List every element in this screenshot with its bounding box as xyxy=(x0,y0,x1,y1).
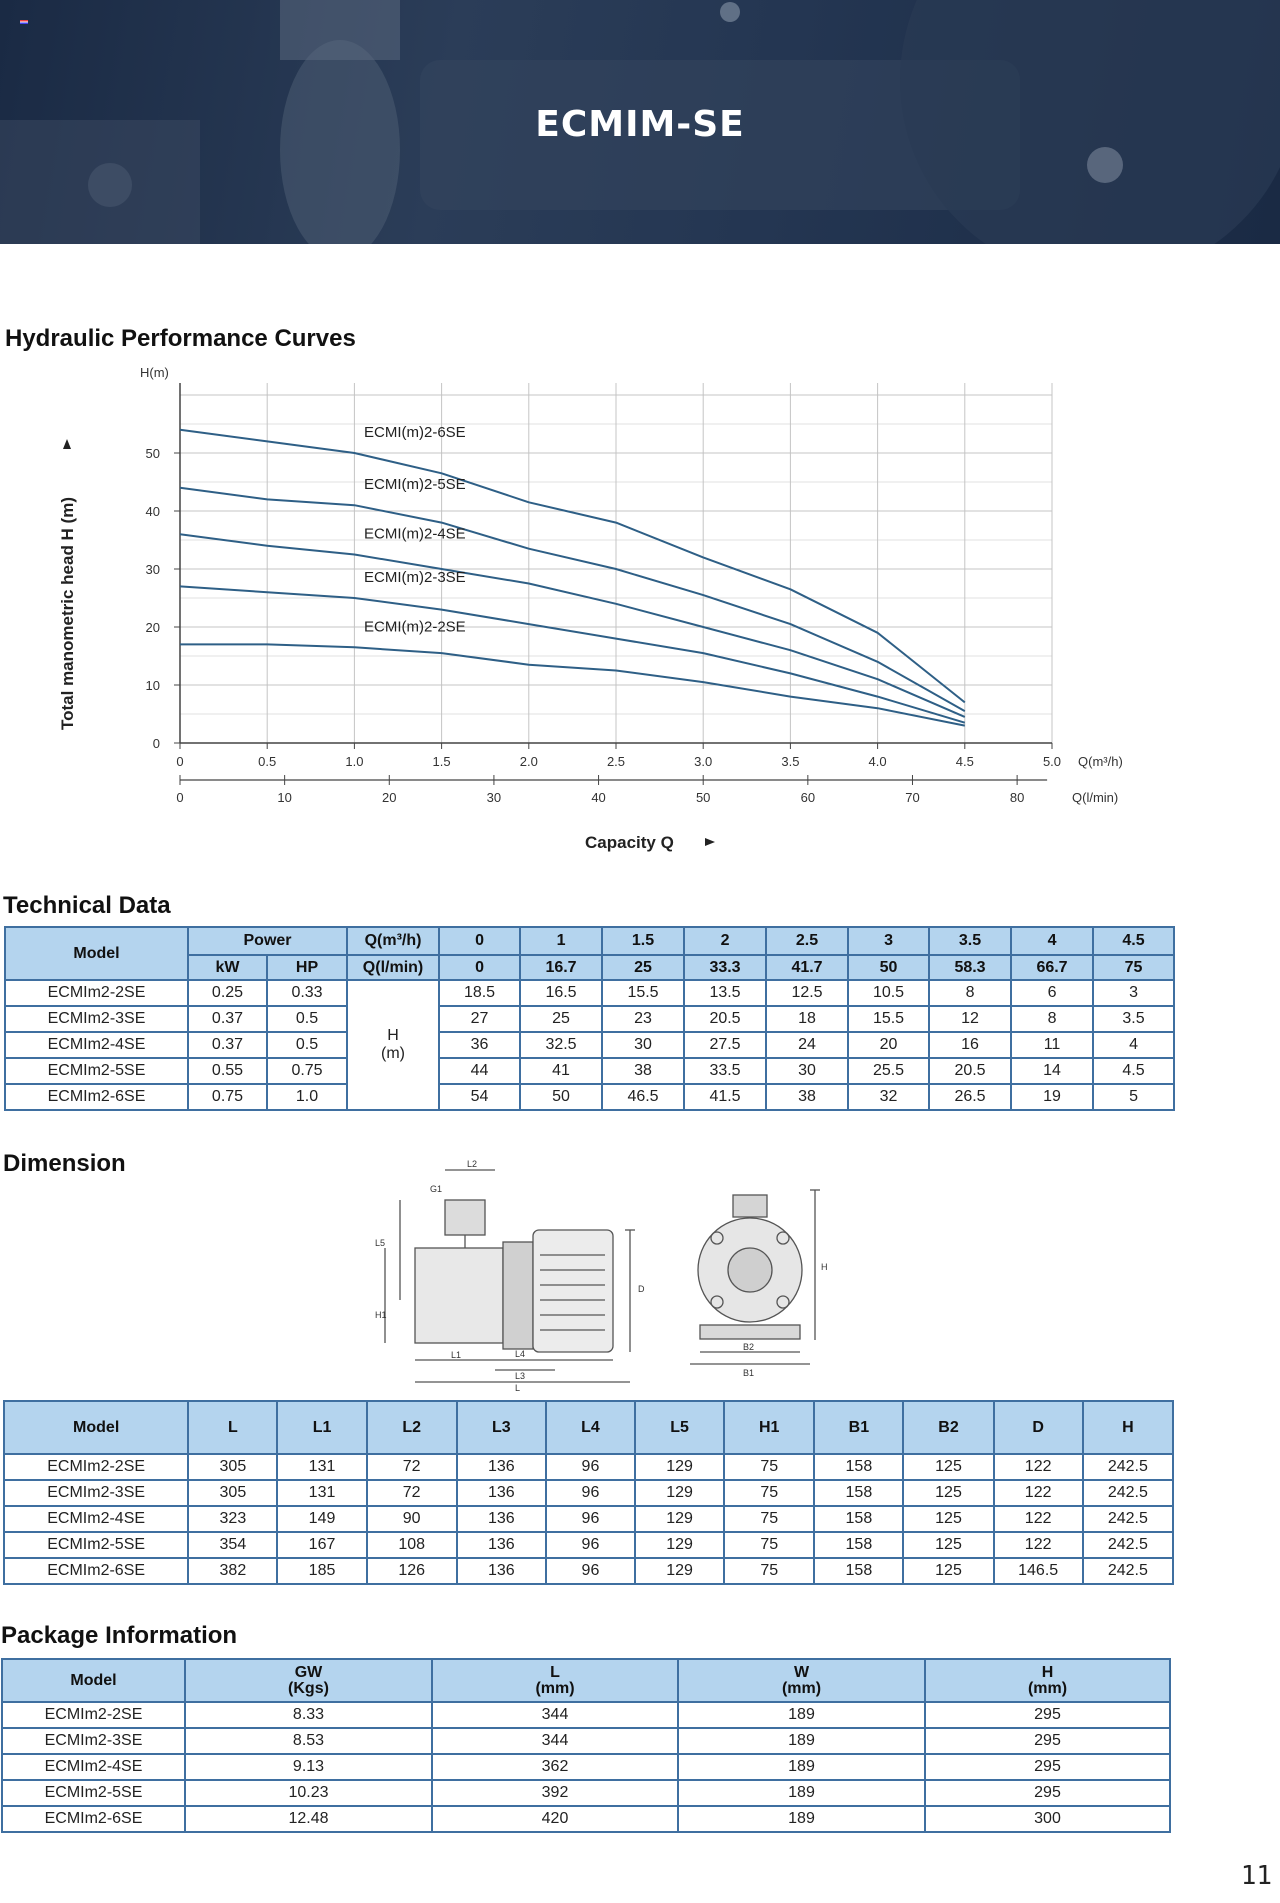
x2-tick-label: 80 xyxy=(1009,790,1025,805)
dim-value-cell: 129 xyxy=(635,1480,724,1506)
outlet-port xyxy=(445,1200,485,1235)
head-value-cell: 25.5 xyxy=(848,1058,929,1084)
dim-label-l1: L1 xyxy=(451,1350,462,1360)
technical-data-table xyxy=(4,926,1175,1111)
pkg-header-unit: (mm) xyxy=(781,1679,822,1697)
q-m3h-cell: 4 xyxy=(1011,927,1093,955)
head-value-cell: 5 xyxy=(1093,1084,1174,1110)
head-value-cell: 20 xyxy=(848,1032,929,1058)
head-value-cell: 20.5 xyxy=(684,1006,766,1032)
x2-tick-label: 20 xyxy=(382,790,397,805)
dim-value-cell: 75 xyxy=(724,1506,814,1532)
q-lmin-cell: 75 xyxy=(1093,955,1174,980)
series-label: ECMI(m)2-3SE xyxy=(364,569,466,586)
table-row xyxy=(4,1506,1173,1532)
dim-label-b2: B2 xyxy=(743,1342,755,1352)
x2-tick-label: 0 xyxy=(176,790,184,805)
dim-value-cell: 131 xyxy=(277,1480,366,1506)
y-tick-label: 0 xyxy=(152,736,160,751)
dim-value-cell: 305 xyxy=(188,1454,277,1480)
dim-value-cell: 96 xyxy=(546,1506,635,1532)
dim-value-cell: 75 xyxy=(724,1532,814,1558)
dim-value-cell: 146.5 xyxy=(994,1558,1083,1584)
x-axis-arrow-icon xyxy=(705,838,715,846)
head-value-cell: 15.5 xyxy=(602,980,684,1006)
head-unit-label: H xyxy=(387,1027,399,1044)
table-row xyxy=(4,1558,1173,1584)
header-kw: kW xyxy=(188,955,267,980)
table-row xyxy=(5,1032,1174,1058)
pkg-header-unit: (Kgs) xyxy=(288,1679,329,1697)
q-m3h-cell: 3 xyxy=(848,927,929,955)
x-tick-label: 2.5 xyxy=(606,754,626,769)
dim-value-cell: 72 xyxy=(367,1480,457,1506)
dim-value-cell: 96 xyxy=(546,1532,635,1558)
dim-header-cell: H1 xyxy=(724,1401,814,1454)
q-lmin-cell: 66.7 xyxy=(1011,955,1093,980)
dim-value-cell: 96 xyxy=(546,1480,635,1506)
dim-header-cell: L4 xyxy=(546,1401,635,1454)
dim-value-cell: 158 xyxy=(814,1532,903,1558)
table-row xyxy=(5,980,1174,1006)
pkg-value-cell: 344 xyxy=(432,1728,678,1754)
pkg-value-cell: 8.53 xyxy=(185,1728,432,1754)
head-value-cell: 32 xyxy=(848,1084,929,1110)
y-tick-label: 40 xyxy=(145,504,160,519)
head-value-cell: 23 xyxy=(602,1006,684,1032)
q-m3h-cell: 3.5 xyxy=(929,927,1011,955)
pkg-header-label: H xyxy=(1041,1663,1054,1681)
section-title-dimension: Dimension xyxy=(3,1150,126,1177)
hp-cell: 0.5 xyxy=(267,1032,347,1058)
x2-tick-label: 10 xyxy=(277,790,292,805)
dim-value-cell: 242.5 xyxy=(1083,1558,1173,1584)
table-row xyxy=(2,1754,1170,1780)
y-tick-label: 10 xyxy=(145,678,160,693)
head-value-cell: 26.5 xyxy=(929,1084,1011,1110)
y-tick-label: 20 xyxy=(145,620,160,635)
q-lmin-cell: 41.7 xyxy=(766,955,848,980)
x-tick-label: 1.0 xyxy=(345,754,364,769)
section-title-technical: Technical Data xyxy=(3,892,171,919)
pkg-header-label: Model xyxy=(70,1671,117,1689)
x2-tick-label: 50 xyxy=(695,790,711,805)
dim-value-cell: 242.5 xyxy=(1083,1480,1173,1506)
dim-value-cell: 158 xyxy=(814,1480,903,1506)
pump-dimension-drawing xyxy=(355,1160,835,1392)
series-line-ecmi-m-2-5se xyxy=(180,488,965,711)
pkg-value-cell: 295 xyxy=(925,1702,1170,1728)
header-power: Power xyxy=(188,927,347,955)
head-value-cell: 30 xyxy=(766,1058,848,1084)
x2-tick-label: 40 xyxy=(591,790,606,805)
dim-value-cell: 149 xyxy=(277,1506,366,1532)
q-lmin-cell: 16.7 xyxy=(520,955,602,980)
table-row xyxy=(5,1058,1174,1084)
x-tick-label: 2.0 xyxy=(519,754,538,769)
head-value-cell: 46.5 xyxy=(602,1084,684,1110)
head-value-cell: 16 xyxy=(929,1032,1011,1058)
dim-value-cell: 75 xyxy=(724,1558,814,1584)
pkg-header-cell xyxy=(185,1659,432,1702)
head-value-cell: 13.5 xyxy=(684,980,766,1006)
pkg-header-cell xyxy=(925,1659,1170,1702)
pkg-value-cell: 10.23 xyxy=(185,1780,432,1806)
header-q-lmin: Q(l/min) xyxy=(347,955,439,980)
pkg-value-cell: 189 xyxy=(678,1702,925,1728)
y-axis-title: Total manometric head H (m) xyxy=(58,497,77,730)
dim-value-cell: 125 xyxy=(903,1558,993,1584)
dim-header-cell: L2 xyxy=(367,1401,457,1454)
dim-header-cell: Model xyxy=(4,1401,188,1454)
dim-value-cell: 122 xyxy=(994,1506,1083,1532)
q-m3h-cell: 0 xyxy=(439,927,520,955)
pkg-value-cell: 8.33 xyxy=(185,1702,432,1728)
dim-value-cell: 75 xyxy=(724,1480,814,1506)
dim-value-cell: 242.5 xyxy=(1083,1454,1173,1480)
series-label: ECMI(m)2-5SE xyxy=(364,476,466,494)
x2-tick-label: 70 xyxy=(905,790,920,805)
dim-value-cell: 382 xyxy=(188,1558,277,1584)
dim-value-cell: 126 xyxy=(367,1558,457,1584)
head-value-cell: 41.5 xyxy=(684,1084,766,1110)
head-value-cell: 50 xyxy=(520,1084,602,1110)
model-cell: ECMIm2-4SE xyxy=(4,1506,188,1532)
dim-value-cell: 305 xyxy=(188,1480,277,1506)
table-row xyxy=(4,1532,1173,1558)
head-value-cell: 10.5 xyxy=(848,980,929,1006)
head-value-cell: 36 xyxy=(439,1032,520,1058)
pkg-value-cell: 295 xyxy=(925,1728,1170,1754)
head-value-cell: 14 xyxy=(1011,1058,1093,1084)
x-unit-label: Q(m³/h) xyxy=(1078,754,1123,769)
head-value-cell: 54 xyxy=(439,1084,520,1110)
x-tick-label: 3.0 xyxy=(694,754,713,769)
dim-value-cell: 122 xyxy=(994,1480,1083,1506)
pkg-value-cell: 420 xyxy=(432,1806,678,1832)
table-row xyxy=(4,1454,1173,1480)
pump-body xyxy=(415,1248,503,1343)
head-value-cell: 15.5 xyxy=(848,1006,929,1032)
pkg-header-cell xyxy=(678,1659,925,1702)
model-cell: ECMIm2-2SE xyxy=(5,980,188,1006)
hp-cell: 1.0 xyxy=(267,1084,347,1110)
dim-value-cell: 136 xyxy=(457,1480,546,1506)
kw-cell: 0.37 xyxy=(188,1006,267,1032)
table-row xyxy=(2,1780,1170,1806)
dim-label-l3: L3 xyxy=(515,1371,526,1381)
dim-header-cell: B1 xyxy=(814,1401,903,1454)
x-tick-label: 0 xyxy=(176,754,184,769)
head-value-cell: 30 xyxy=(602,1032,684,1058)
series-label: ECMI(m)2-4SE xyxy=(364,525,466,543)
pkg-value-cell: 362 xyxy=(432,1754,678,1780)
head-value-cell: 12 xyxy=(929,1006,1011,1032)
dim-label-l2: L2 xyxy=(467,1160,478,1169)
model-cell: ECMIm2-3SE xyxy=(5,1006,188,1032)
dim-value-cell: 323 xyxy=(188,1506,277,1532)
head-value-cell: 25 xyxy=(520,1006,602,1032)
table-row xyxy=(2,1728,1170,1754)
q-m3h-cell: 1 xyxy=(520,927,602,955)
pkg-header-cell xyxy=(432,1659,678,1702)
model-cell: ECMIm2-2SE xyxy=(2,1702,185,1728)
x-tick-label: 5.0 xyxy=(1042,754,1062,769)
kw-cell: 0.25 xyxy=(188,980,267,1006)
y-tick-label: 30 xyxy=(145,562,160,577)
dim-value-cell: 72 xyxy=(367,1454,457,1480)
page-number: 11 xyxy=(1240,1861,1272,1891)
table-row xyxy=(5,1084,1174,1110)
y-unit-label: H(m) xyxy=(140,365,169,380)
q-lmin-cell: 33.3 xyxy=(684,955,766,980)
head-value-cell: 18.5 xyxy=(439,980,520,1006)
dim-value-cell: 125 xyxy=(903,1480,993,1506)
model-cell: ECMIm2-4SE xyxy=(5,1032,188,1058)
q-lmin-cell: 58.3 xyxy=(929,955,1011,980)
model-cell: ECMIm2-3SE xyxy=(4,1480,188,1506)
model-cell: ECMIm2-3SE xyxy=(2,1728,185,1754)
q-lmin-cell: 0 xyxy=(439,955,520,980)
header-q-m3h: Q(m³/h) xyxy=(347,927,439,955)
y-tick-label: 50 xyxy=(145,446,160,461)
kw-cell: 0.55 xyxy=(188,1058,267,1084)
model-cell: ECMIm2-5SE xyxy=(2,1780,185,1806)
pkg-value-cell: 300 xyxy=(925,1806,1170,1832)
section-title-package: Package Information xyxy=(1,1622,238,1649)
dim-header-cell: L3 xyxy=(457,1401,546,1454)
head-unit-cell xyxy=(347,980,439,1110)
pkg-value-cell: 189 xyxy=(678,1754,925,1780)
head-value-cell: 4 xyxy=(1093,1032,1174,1058)
head-value-cell: 11 xyxy=(1011,1032,1093,1058)
head-value-cell: 16.5 xyxy=(520,980,602,1006)
series-line-ecmi-m-2-3se xyxy=(180,586,965,722)
dim-value-cell: 129 xyxy=(635,1558,724,1584)
pkg-header-label: GW xyxy=(294,1663,323,1681)
dim-header-cell: L5 xyxy=(635,1401,724,1454)
dim-label-l: L xyxy=(515,1383,521,1392)
motor-housing xyxy=(533,1230,613,1352)
dim-value-cell: 125 xyxy=(903,1532,993,1558)
x2-unit-label: Q(l/min) xyxy=(1072,790,1119,805)
table-row xyxy=(2,1702,1170,1728)
dim-label-h: H xyxy=(821,1262,828,1272)
pkg-value-cell: 189 xyxy=(678,1728,925,1754)
dim-value-cell: 242.5 xyxy=(1083,1532,1173,1558)
x2-tick-label: 60 xyxy=(800,790,816,805)
dim-value-cell: 122 xyxy=(994,1532,1083,1558)
pkg-header-label: L xyxy=(550,1663,560,1681)
pkg-value-cell: 189 xyxy=(678,1806,925,1832)
head-value-cell: 33.5 xyxy=(684,1058,766,1084)
head-value-cell: 3.5 xyxy=(1093,1006,1174,1032)
dim-value-cell: 96 xyxy=(546,1558,635,1584)
dim-label-g1: G1 xyxy=(430,1184,443,1194)
dim-label-l5: L5 xyxy=(375,1238,386,1248)
dim-value-cell: 354 xyxy=(188,1532,277,1558)
dim-value-cell: 108 xyxy=(367,1532,457,1558)
dim-value-cell: 136 xyxy=(457,1558,546,1584)
dim-header-cell: D xyxy=(994,1401,1083,1454)
head-value-cell: 38 xyxy=(766,1084,848,1110)
dim-label-d: D xyxy=(638,1284,645,1294)
x-tick-label: 4.5 xyxy=(955,754,974,769)
pkg-value-cell: 295 xyxy=(925,1780,1170,1806)
model-cell: ECMIm2-5SE xyxy=(5,1058,188,1084)
dim-label-b1: B1 xyxy=(743,1368,755,1378)
x-tick-label: 1.5 xyxy=(432,754,451,769)
dim-value-cell: 129 xyxy=(635,1532,724,1558)
head-value-cell: 18 xyxy=(766,1006,848,1032)
x-axis-title: Capacity Q xyxy=(585,833,674,852)
head-value-cell: 38 xyxy=(602,1058,684,1084)
hp-cell: 0.33 xyxy=(267,980,347,1006)
dim-value-cell: 90 xyxy=(367,1506,457,1532)
kw-cell: 0.75 xyxy=(188,1084,267,1110)
head-value-cell: 8 xyxy=(929,980,1011,1006)
dim-value-cell: 158 xyxy=(814,1506,903,1532)
q-m3h-cell: 2.5 xyxy=(766,927,848,955)
q-lmin-cell: 50 xyxy=(848,955,929,980)
head-value-cell: 8 xyxy=(1011,1006,1093,1032)
flag-mark xyxy=(20,20,28,24)
package-table xyxy=(1,1658,1171,1833)
dim-value-cell: 75 xyxy=(724,1454,814,1480)
page-title: ECMIM-SE xyxy=(535,104,745,145)
q-m3h-cell: 4.5 xyxy=(1093,927,1174,955)
model-cell: ECMIm2-2SE xyxy=(4,1454,188,1480)
x-tick-label: 0.5 xyxy=(258,754,277,769)
kw-cell: 0.37 xyxy=(188,1032,267,1058)
dim-value-cell: 96 xyxy=(546,1454,635,1480)
pkg-value-cell: 189 xyxy=(678,1780,925,1806)
dim-value-cell: 158 xyxy=(814,1454,903,1480)
y-axis-arrow-icon xyxy=(63,439,71,449)
pkg-header-unit: (mm) xyxy=(535,1679,575,1697)
table-row xyxy=(5,1006,1174,1032)
model-cell: ECMIm2-5SE xyxy=(4,1532,188,1558)
dim-value-cell: 167 xyxy=(277,1532,366,1558)
pkg-header-unit: (mm) xyxy=(1027,1679,1068,1697)
head-value-cell: 24 xyxy=(766,1032,848,1058)
dim-value-cell: 185 xyxy=(277,1558,366,1584)
head-value-cell: 12.5 xyxy=(766,980,848,1006)
head-unit-label: (m) xyxy=(381,1045,405,1062)
section-title-performance: Hydraulic Performance Curves xyxy=(5,325,356,352)
pkg-value-cell: 344 xyxy=(432,1702,678,1728)
dim-label-l4: L4 xyxy=(515,1349,526,1359)
performance-chart xyxy=(0,355,1160,865)
q-m3h-cell: 2 xyxy=(684,927,766,955)
head-value-cell: 44 xyxy=(439,1058,520,1084)
pkg-value-cell: 9.13 xyxy=(185,1754,432,1780)
table-row xyxy=(2,1806,1170,1832)
dim-label-h1: H1 xyxy=(375,1310,387,1320)
header-hp: HP xyxy=(267,955,347,980)
q-m3h-cell: 1.5 xyxy=(602,927,684,955)
hp-cell: 0.75 xyxy=(267,1058,347,1084)
dim-header-cell: H xyxy=(1083,1401,1173,1454)
dim-value-cell: 136 xyxy=(457,1506,546,1532)
pkg-header-label: W xyxy=(793,1663,810,1681)
dim-value-cell: 136 xyxy=(457,1454,546,1480)
head-value-cell: 32.5 xyxy=(520,1032,602,1058)
head-value-cell: 27.5 xyxy=(684,1032,766,1058)
series-label: ECMI(m)2-6SE xyxy=(364,424,466,441)
head-value-cell: 3 xyxy=(1093,980,1174,1006)
head-value-cell: 27 xyxy=(439,1006,520,1032)
series-line-ecmi-m-2-6se xyxy=(180,430,965,703)
dim-header-cell: L xyxy=(188,1401,277,1454)
x-tick-label: 3.5 xyxy=(781,754,800,769)
x-tick-label: 4.0 xyxy=(868,754,887,769)
dimension-table xyxy=(3,1400,1174,1585)
dim-value-cell: 136 xyxy=(457,1532,546,1558)
model-cell: ECMIm2-6SE xyxy=(5,1084,188,1110)
dim-value-cell: 122 xyxy=(994,1454,1083,1480)
pkg-header-cell xyxy=(2,1659,185,1702)
hero-banner xyxy=(0,0,1280,244)
head-value-cell: 4.5 xyxy=(1093,1058,1174,1084)
q-lmin-cell: 25 xyxy=(602,955,684,980)
x2-tick-label: 30 xyxy=(486,790,502,805)
header-model: Model xyxy=(5,927,188,980)
head-value-cell: 6 xyxy=(1011,980,1093,1006)
dim-header-cell: B2 xyxy=(903,1401,993,1454)
dim-value-cell: 125 xyxy=(903,1454,993,1480)
pkg-value-cell: 392 xyxy=(432,1780,678,1806)
head-value-cell: 20.5 xyxy=(929,1058,1011,1084)
model-cell: ECMIm2-6SE xyxy=(2,1806,185,1832)
series-label: ECMI(m)2-2SE xyxy=(364,618,466,636)
dim-value-cell: 131 xyxy=(277,1454,366,1480)
dim-value-cell: 125 xyxy=(903,1506,993,1532)
head-value-cell: 41 xyxy=(520,1058,602,1084)
dim-value-cell: 158 xyxy=(814,1558,903,1584)
pkg-value-cell: 12.48 xyxy=(185,1806,432,1832)
head-value-cell: 19 xyxy=(1011,1084,1093,1110)
model-cell: ECMIm2-4SE xyxy=(2,1754,185,1780)
dim-value-cell: 129 xyxy=(635,1454,724,1480)
dim-value-cell: 129 xyxy=(635,1506,724,1532)
dim-header-cell: L1 xyxy=(277,1401,366,1454)
hp-cell: 0.5 xyxy=(267,1006,347,1032)
table-row xyxy=(4,1480,1173,1506)
dim-value-cell: 242.5 xyxy=(1083,1506,1173,1532)
pkg-value-cell: 295 xyxy=(925,1754,1170,1780)
model-cell: ECMIm2-6SE xyxy=(4,1558,188,1584)
